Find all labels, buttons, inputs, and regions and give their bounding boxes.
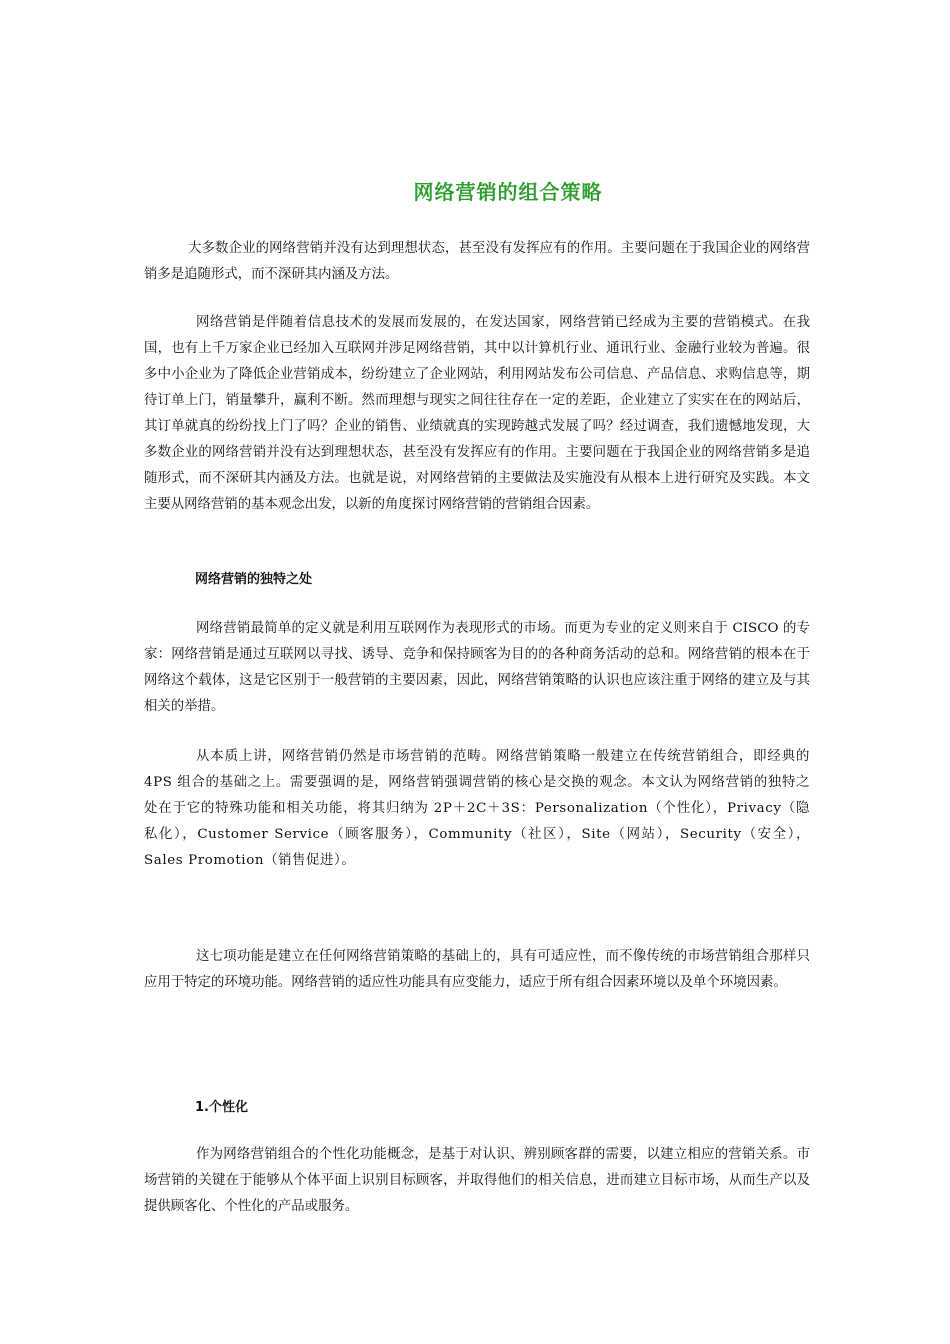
paragraph-personalization: 作为网络营销组合的个性化功能概念，是基于对认识、辨别顾客群的需要，以建立相应的营销关系。市场营销的关键在于能够从个体平面上识别目标顾客，并取得他们的相关信息，进而建立目标市场，从而生产以及提供顾客化、个性化的产品或服务。 xyxy=(144,1147,810,1214)
paragraph-background: 网络营销是伴随着信息技术的发展而发展的，在发达国家，网络营销已经成为主要的营销模式。在我国，也有上千万家企业已经加入互联网并涉足网络营销，其中以计算机行业、通讯行业、金融行业较为普遍。很多中小企业为了降低企业营销成本，纷纷建立了企业网站，利用网站发布公司信息、产品信息、求购信息等，期待订单上门，销量攀升，赢利不断。然而理想与现实之间往往存在一定的差距，企业建立了实实在在的网站后，其订单就真的纷纷找上门了吗？企业的销售、业绩就真的实现跨越式发展了吗？经过调查，我们遗憾地发现，大多数企业的网络营销并没有达到理想状态，甚至没有发挥应有的作用。主要问题在于我国企业的网络营销多是追随形式，而不深研其内涵及方法。也就是说，对网络营销的主要做法及实施没有从根本上进行研究及实践。本文主要从网络营销的基本观念出发，以新的角度探讨网络营销的营销组合因素。 xyxy=(144,315,810,512)
paragraph-adaptability: 这七项功能是建立在任何网络营销策略的基础上的，具有可适应性，而不像传统的市场营销组合那样只应用于特定的环境功能。网络营销的适应性功能具有应变能力，适应于所有组合因素环境以及单个环境因素。 xyxy=(144,949,810,990)
section-heading-personalization: 1.个性化 xyxy=(195,1100,248,1115)
section-heading-unique: 网络营销的独特之处 xyxy=(195,572,313,587)
paragraph-functions: 从本质上讲，网络营销仍然是市场营销的范畴。网络营销策略一般建立在传统营销组合，即经典的 4PS 组合的基础之上。需要强调的是，网络营销强调营销的核心是交换的观念。本文认为网络营销的独特之处在于它的特殊功能和相关功能，将其归纳为 2P＋2C＋3S：Personalization（个性化），Privacy（隐私化），Customer Service（顾客服务），Community（社区），Site（网站），Security（安全），Sales Promotion（销售促进）。 xyxy=(144,749,810,868)
paragraph-definition: 网络营销最简单的定义就是利用互联网作为表现形式的市场。而更为专业的定义则来自于 CISCO 的专家：网络营销是通过互联网以寻找、诱导、竞争和保持顾客为目的的各种商务活动的总和。网络营销的根本在于网络这个载体，这是它区别于一般营销的主要因素，因此，网络营销策略的认识也应该注重于网络的建立及与其相关的举措。 xyxy=(144,621,810,714)
paragraph-intro: 大多数企业的网络营销并没有达到理想状态，甚至没有发挥应有的作用。主要问题在于我国企业的网络营销多是追随形式，而不深研其内涵及方法。 xyxy=(144,241,810,282)
document-title: 网络营销的组合策略 xyxy=(413,180,603,204)
